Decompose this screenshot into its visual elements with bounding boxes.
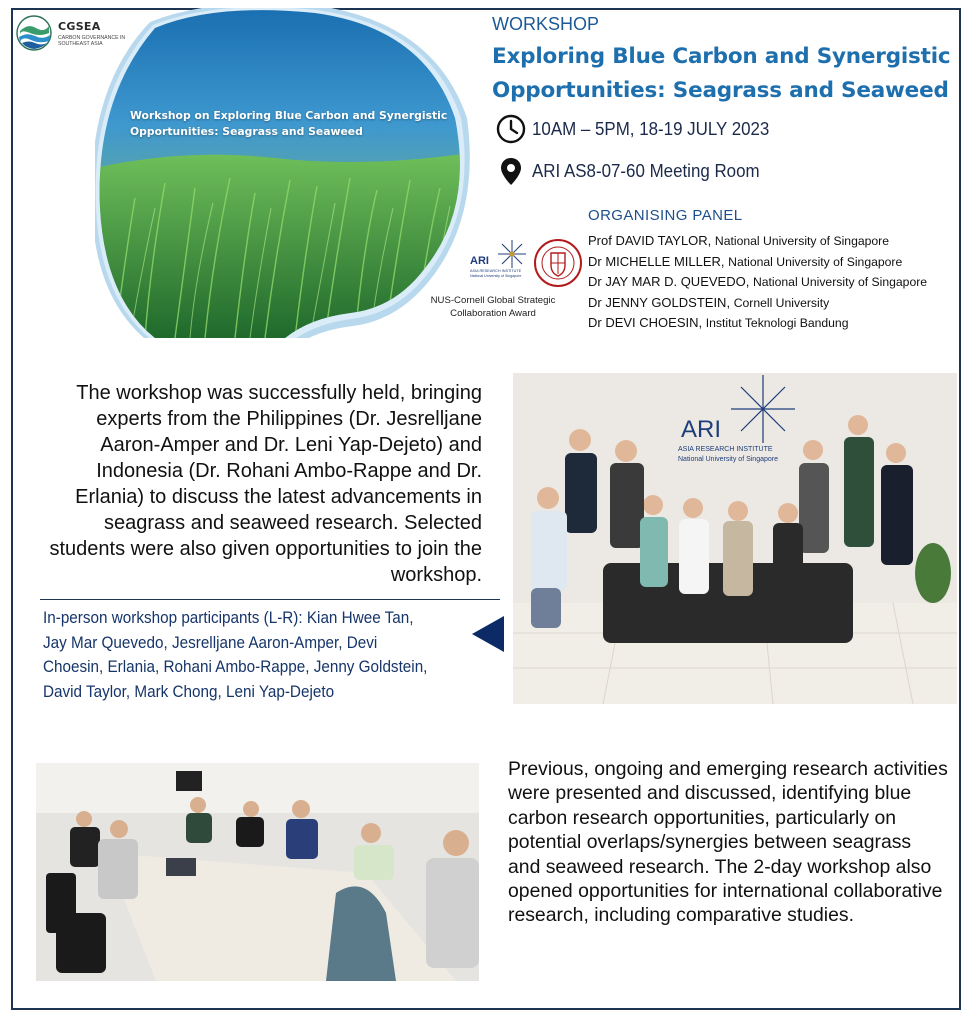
location-pin-icon [496,156,526,186]
panel-member-affiliation: National University of Singapore [752,275,928,289]
panel-member [588,313,927,334]
panel-member [588,272,927,293]
group-photo [513,373,957,704]
location-row [496,156,774,186]
pointer-triangle-icon [472,616,504,652]
panel-member [588,293,927,314]
panel-member-affiliation: Cornell University [733,295,830,310]
panel-member-affiliation: Institut Teknologi Bandung [705,316,849,330]
participants-caption: In-person workshop participants (L-R): Kian Hwee Tan, Jay Mar Quevedo, Jesrelljane Aaron-Amper, Devi Choesin, Erlania, Rohani Ambo-Rappe, Jenny Goldstein, David Taylor, Mark Chong, Leni Yap-Dejeto [43,608,428,701]
award-text: NUS-Cornell Global Strategic Collaboration Award [430,295,556,319]
panel-member-name: Prof DAVID TAYLOR, [588,233,712,248]
time-row [496,114,784,144]
ari-sign-text: ARI [681,416,722,443]
page-title: Exploring Blue Carbon and Synergistic Opportunities: Seagrass and Seaweed [492,44,951,103]
event-time: 10AM – 5PM, 18-19 JULY 2023 [532,118,770,139]
ari-logo-subtitle: ASIA RESEARCH INSTITUTE [470,269,522,273]
panel-member-name: Dr JENNY GOLDSTEIN, [588,294,731,310]
hero-title: Workshop on Exploring Blue Carbon and Synergistic Opportunities: Seagrass and Seaweed [130,109,448,138]
ari-sign-subtitle-2: National University of Singapore [678,456,778,463]
cornell-seal-icon [533,238,583,288]
ari-logo-text: ARI [470,255,489,267]
event-location: ARI AS8-07-60 Meeting Room [532,160,760,181]
panel-member-name: Dr JAY MAR D. QUEVEDO, [588,274,750,289]
summary-paragraph: The workshop was successfully held, bringing experts from the Philippines (Dr. Jesrelljane Aaron-Amper and Dr. Leni Yap-Dejeto) and Indonesia (Dr. Rohani Ambo-Rappe and Dr. Erlania) to discuss the latest advancements in seagrass and seaweed research. Selected students were also given opportunities to join the workshop. [49,382,482,586]
organising-panel-heading: ORGANISING PANEL [588,207,743,224]
hero-seagrass-image [95,8,470,338]
organising-panel-list [588,231,927,334]
ari-logo-subtitle-2: National University of Singapore [470,274,522,278]
cgsea-emblem-icon [16,15,52,51]
caption-divider [40,599,500,600]
clock-icon [496,114,526,144]
panel-member-affiliation: National University of Singapore [714,234,890,248]
research-paragraph: Previous, ongoing and emerging research activities were presented and discussed, identifying blue carbon research opportunities, particularly on potential overlaps/synergies between seagrass and seaweed research. The 2-day workshop also opened opportunities for international collaborative research, including comparative studies. [508,758,948,927]
panel-member-name: Dr MICHELLE MILLER, [588,253,725,269]
panel-member-name: Dr DEVI CHOESIN, [588,315,703,330]
panel-member [588,231,927,252]
logo-subtitle: CARBON GOVERNANCE IN SOUTHEAST ASIA [58,34,126,47]
ari-sign-subtitle: ASIA RESEARCH INSTITUTE [678,446,773,453]
ari-logo [468,238,530,284]
panel-member-affiliation: National University of Singapore [728,254,903,269]
meeting-photo [36,763,479,981]
logo-name: CGSEA [58,19,101,33]
workshop-kicker: WORKSHOP [492,14,600,34]
panel-member [588,252,927,273]
